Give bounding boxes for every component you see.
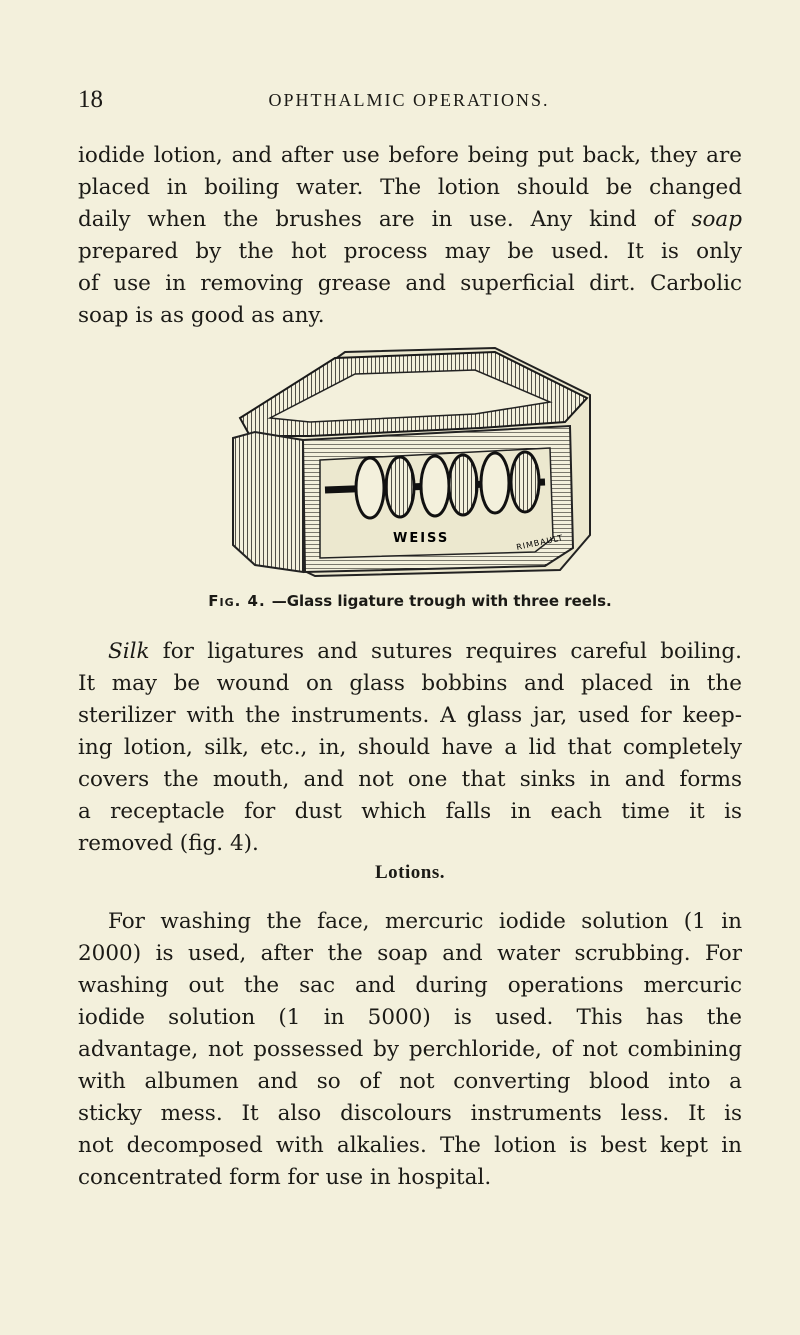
engraving-label-weiss: WEISS [393,531,450,546]
section-heading-lotions: Lotions. [375,862,445,883]
paragraph-lotions [78,906,742,1194]
italic-word-silk: Silk [108,639,150,664]
text-line: ing lotion, silk, etc., in, should have a lid that completely [78,735,742,760]
figure-caption-label: Fig. 4. [208,592,266,610]
text-line: For washing the face, mercuric iodide solution (1 in [108,909,742,934]
paragraph-silk [78,636,742,860]
text-line [78,636,742,668]
text-line-segment: for ligatures and sutures requires careful boiling. [149,639,742,664]
text-line: 2000) is used, after the soap and water scrubbing. For [78,941,742,966]
text-line [78,204,742,236]
paragraph-brushes [78,140,742,332]
text-line: not decomposed with alkalies. The lotion is best kept in [78,1133,742,1158]
text-line: advantage, not possessed by perchloride, of not combining [78,1037,742,1062]
text-line: placed in boiling water. The lotion should be changed [78,175,742,200]
text-line: iodide solution (1 in 5000) is used. This has the [78,1005,742,1030]
text-line: concentrated form for use in hospital. [78,1165,492,1190]
figure-caption-text: —Glass ligature trough with three reels. [271,592,612,610]
text-line: soap is as good as any. [78,303,325,328]
text-line: sticky mess. It also discolours instruments less. It is [78,1101,742,1126]
text-line: It may be wound on glass bobbins and placed in the [78,671,742,696]
figure-caption [78,592,742,610]
text-line: a receptacle for dust which falls in each time it is [78,799,742,824]
page-header [78,86,740,116]
text-line: removed (fig. 4). [78,831,259,856]
text-line: washing out the sac and during operations mercuric [78,973,742,998]
engraver-signature: RIMBAULT [515,533,565,552]
ligature-trough-illustration [195,340,605,590]
text-line: of use in removing grease and superficial dirt. Carbolic [78,271,742,296]
text-line: prepared by the hot process may be used. It is only [78,239,742,264]
text-line-segment: daily when the brushes are in use. Any kind of [78,207,692,232]
running-head: OPHTHALMIC OPERATIONS. [268,90,550,110]
text-line: sterilizer with the instruments. A glass jar, used for keep- [78,703,742,728]
page-number: 18 [78,86,103,113]
text-line: iodide lotion, and after use before being put back, they are [78,143,742,168]
italic-word-soap: soap [691,207,742,232]
text-line: covers the mouth, and not one that sinks in and forms [78,767,742,792]
text-line: with albumen and so of not converting blood into a [78,1069,742,1094]
